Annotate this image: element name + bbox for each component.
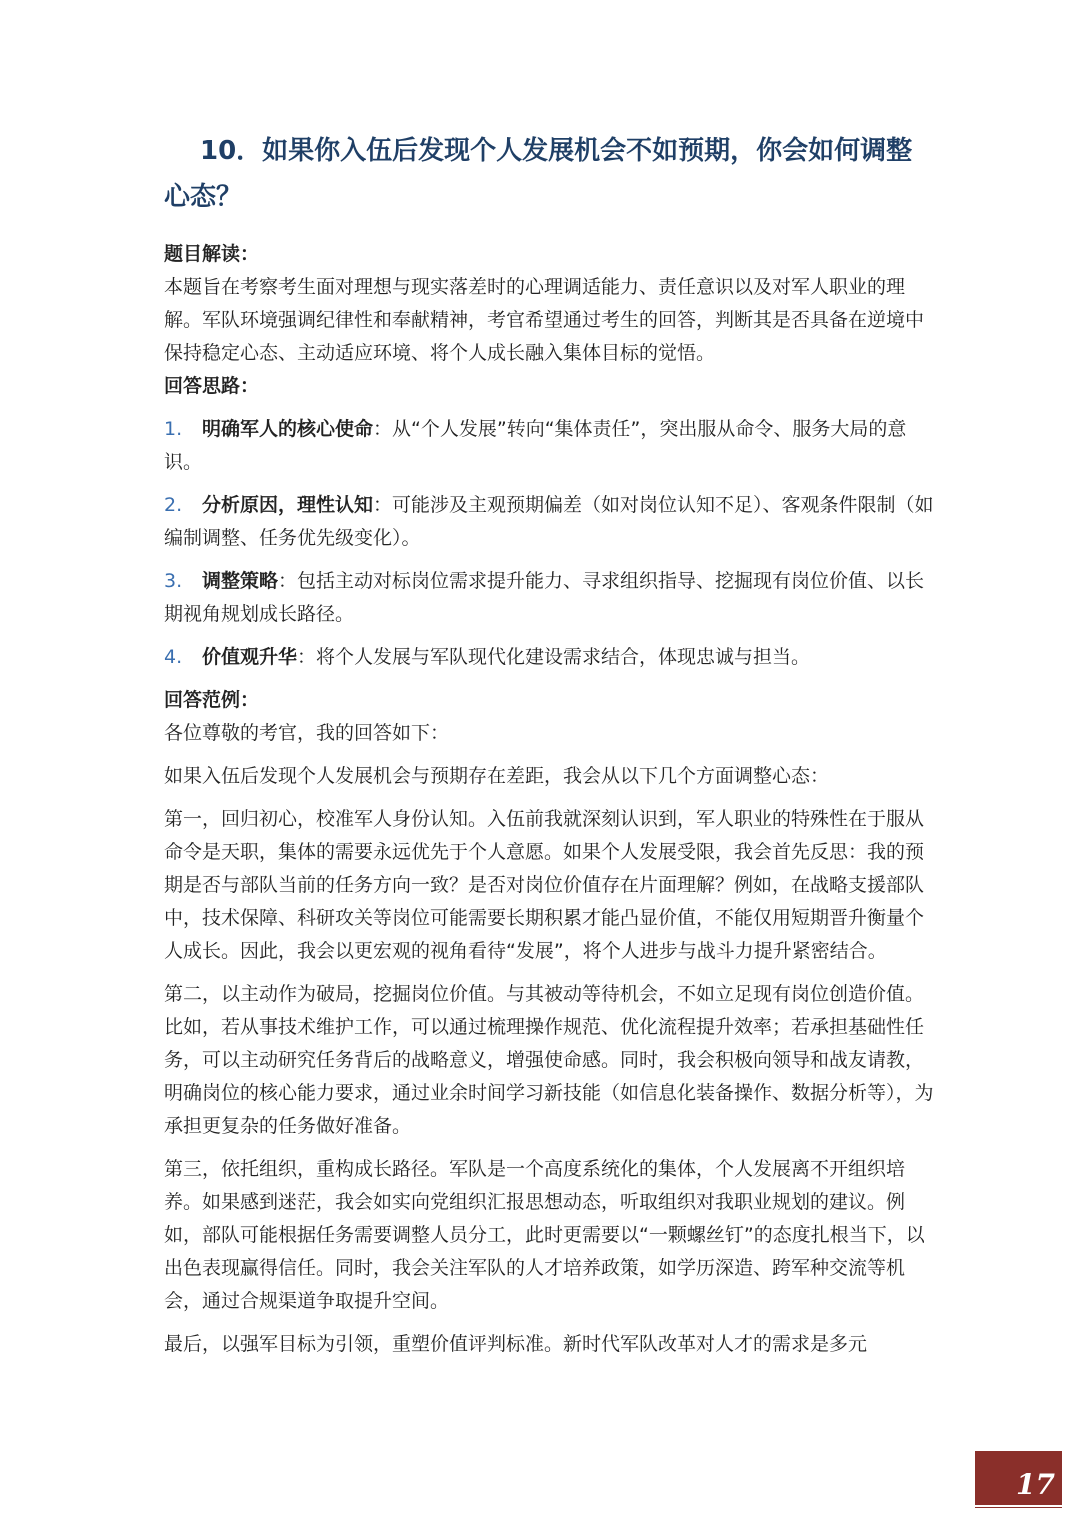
approach-item-text: ：将个人发展与军队现代化建设需求结合，体现忠诚与担当。 [297, 646, 811, 668]
approach-item-heading: 价值观升华 [202, 646, 298, 668]
example-paragraph: 第一，回归初心，校准军人身份认知。入伍前我就深刻认识到，军人职业的特殊性在于服从命令是天职，集体的需要永远优先于个人意愿。如果个人发展受限，我会首先反思：我的预期是否与部队当前的任务方向一致？是否对岗位价值存在片面理解？例如，在战略支援部队中，技术保障、科研攻关等岗位可能需要长期积累才能凸显价值，不能仅用短期晋升衡量个人成长。因此，我会以更宏观的视角看待“发展”，将个人进步与战斗力提升紧密结合。 [164, 808, 925, 962]
interpretation-text: 本题旨在考察考生面对理想与现实落差时的心理调适能力、责任意识以及对军人职业的理解。军队环境强调纪律性和奉献精神，考官希望通过考生的回答，判断其是否具备在逆境中保持稳定心态、主动适应环境、将个人成长融入集体目标的觉悟。 [164, 276, 925, 364]
interpretation-label: 题目解读： [164, 243, 260, 265]
example-paragraph: 第二，以主动作为破局，挖掘岗位价值。与其被动等待机会，不如立足现有岗位创造价值。比如，若从事技术维护工作，可以通过梳理操作规范、优化流程提升效率；若承担基础性任务，可以主动研究任务背后的战略意义，增强使命感。同时，我会积极向领导和战友请教，明确岗位的核心能力要求，通过业余时间学习新技能（如信息化装备操作、数据分析等），为承担更复杂的任务做好准备。 [164, 983, 934, 1137]
approach-item-text: ：从“个人发展”转向“集体责任”，突出服从命令、服务大局的意识。 [164, 418, 907, 473]
article-body [164, 238, 934, 1361]
approach-item [164, 413, 934, 479]
page-number-underline [975, 1505, 1062, 1507]
example-paragraph: 最后，以强军目标为引领，重塑价值评判标准。新时代军队改革对人才的需求是多元 [164, 1333, 868, 1355]
approach-item-heading: 明确军人的核心使命 [202, 418, 374, 440]
approach-label: 回答思路： [164, 375, 260, 397]
example-paragraph: 各位尊敬的考官，我的回答如下： [164, 722, 450, 744]
page-number: 17 [1016, 1468, 1055, 1501]
example-paragraph: 如果入伍后发现个人发展机会与预期存在差距，我会从以下几个方面调整心态： [164, 765, 830, 787]
example-label: 回答范例： [164, 689, 260, 711]
example-paragraph: 第三，依托组织，重构成长路径。军队是一个高度系统化的集体，个人发展离不开组织培养。如果感到迷茫，我会如实向党组织汇报思想动态，听取组织对我职业规划的建议。例如，部队可能根据任务需要调整人员分工，此时更需要以“一颗螺丝钉”的态度扎根当下，以出色表现赢得信任。同时，我会关注军队的人才培养政策，如学历深造、跨军种交流等机会，通过合规渠道争取提升空间。 [164, 1158, 925, 1312]
list-number: 3. [164, 570, 183, 592]
page-title: 10．如果你入伍后发现个人发展机会不如预期，你会如何调整心态？ [164, 136, 913, 212]
list-number: 1. [164, 418, 183, 440]
approach-item [164, 641, 934, 674]
approach-item-heading: 分析原因，理性认知 [202, 494, 374, 516]
approach-item-text: ：可能涉及主观预期偏差（如对岗位认知不足）、客观条件限制（如编制调整、任务优先级变化）。 [164, 494, 934, 549]
list-number: 4. [164, 646, 183, 668]
approach-item [164, 565, 934, 631]
approach-item-text: ：包括主动对标岗位需求提升能力、寻求组织指导、挖掘现有岗位价值、以长期视角规划成长路径。 [164, 570, 925, 625]
approach-item [164, 489, 934, 555]
list-number: 2. [164, 494, 183, 516]
approach-item-heading: 调整策略 [202, 570, 279, 592]
